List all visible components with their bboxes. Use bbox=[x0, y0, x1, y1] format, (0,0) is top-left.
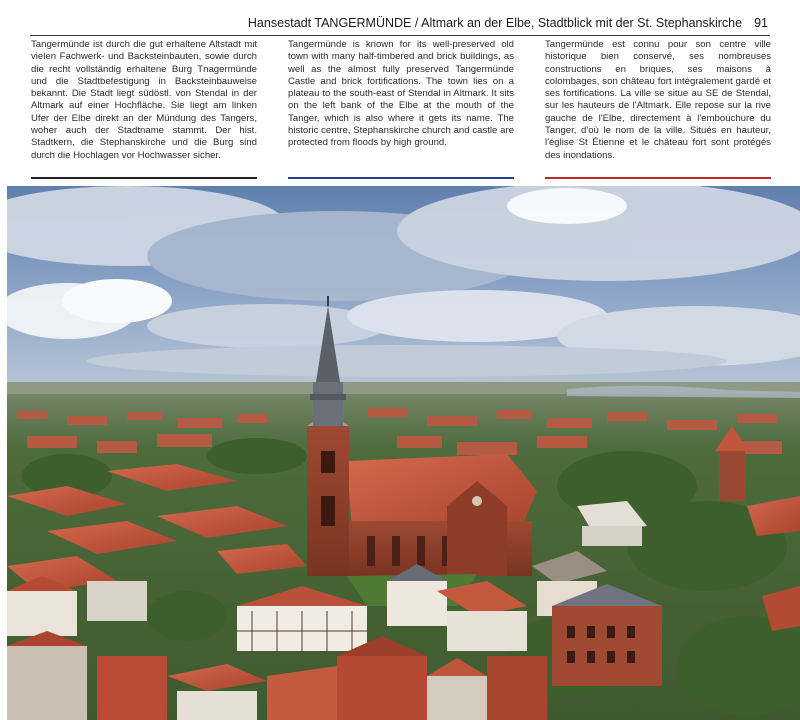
aerial-town-photo bbox=[7, 186, 800, 720]
text-column-german: Tangermünde ist durch die gut erhaltene Altstadt mit vielen Fachwerk- und Backsteinbauten, sowie durch die recht vollständig erhaltene Burg Tnagermünde und die Stadtbefestigung in Backsteinbauweise bekannt. Die Stadt liegt südöstl. von Stendal in der Altmark auf einer Hochfläche. Sie liegt am linken Ufer der Elbe direkt an der Mündung des Tangers, woher auch der Stadtname stammt. Der hist. Stadtkern, die Stephanskirche und die Burg sind durch die Hochlagen vor Hochwasser sicher. bbox=[31, 39, 257, 161]
column-rule-english bbox=[288, 177, 514, 179]
header-rule bbox=[30, 35, 770, 36]
column-rule-german bbox=[31, 177, 257, 179]
header-title-bold: Hansestadt TANGERMÜNDE bbox=[247, 16, 412, 30]
text-column-french: Tangermünde est connu pour son centre ville historique bien conservé, ses nombreuses constructions en briques, ses maisons à colombages, son château fort intégralement gardé et ses fortifications. La ville se situe au SE de Stendal, sur les hauteurs de l'Altmark. Elle repose sur la rive gauche de l'Elbe, directement à l'embouchure du Tanger, d'où le nom de la ville. Situés en hauteur, l'église St Étienne et le château fort sont protégés des inondations. bbox=[545, 39, 771, 161]
text-column-english: Tangermünde is known for its well-preserved old town with many half-timbered and brick buildings, as well as the almost fully preserved Tangermünde Castle and brick fortifications. The town lies on a plateau to the south-east of Stendal in Altmark. It sits on the left bank of the Elbe at the mouth of the Tanger, which is also where it gets its name. The historic centre, Stephanskirche church and castle are protected from floods by high ground. bbox=[288, 39, 514, 149]
header-title-rest: / Altmark an der Elbe, Stadtblick mit der St. Stephanskirche bbox=[411, 16, 743, 30]
running-header bbox=[0, 16, 768, 36]
column-rule-french bbox=[545, 177, 771, 179]
page-number: 91 bbox=[754, 16, 768, 30]
